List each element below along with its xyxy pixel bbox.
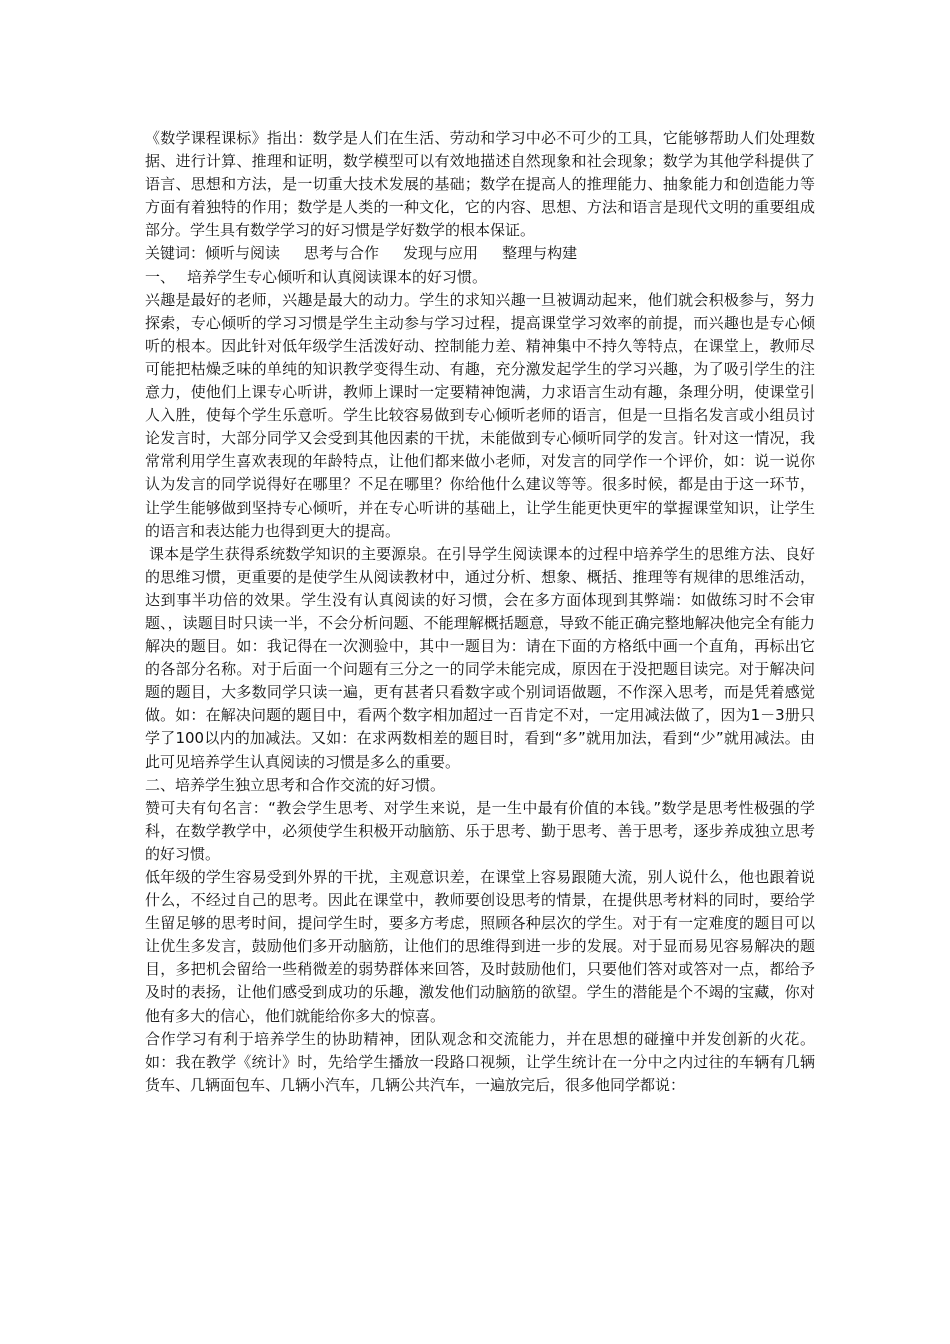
section-1-heading xyxy=(145,266,815,289)
section-1-paragraph-2: 课本是学生获得系统数学知识的主要源泉。在引导学生阅读课本的过程中培养学生的思维方法、良好的思维习惯，更重要的是使学生从阅读教材中，通过分析、想象、概括、推理等有规律的思维活动，达到事半功倍的效果。学生没有认真阅读的好习惯，会在多方面体现到其弊端：如做练习时不会审题、，读题目时只读一半，不会分析问题、不能理解概括题意，导致不能正确完整地解决他完全有能力解决的题目。如：我记得在一次测验中，其中一题目为：请在下面的方格纸中画一个直角，再标出它的各部分名称。对于后面一个问题有三分之一的同学未能完成，原因在于没把题目读完。对于解决问题的题目，大多数同学只读一遍，更有甚者只看数字或个别词语做题，不作深入思考，而是凭着感觉做。如：在解决问题的题目中，看两个数字相加超过一百肯定不对，一定用减法做了，因为1－3册只学了100以内的加减法。又如：在求两数相差的题目时，看到“多”就用加法，看到“少”就用减法。由此可见培养学生认真阅读的习惯是多么的重要。 xyxy=(145,544,815,771)
keywords-label: 关键词： xyxy=(145,244,206,263)
section-1-number: 一、 xyxy=(145,267,176,286)
keywords-line xyxy=(145,242,815,265)
intro-paragraph: 《数学课程课标》指出：数学是人们在生活、劳动和学习中必不可少的工具，它能够帮助人们处理数据、进行计算、推理和证明，数学模型可以有效地描述自然现象和社会现象；数学为其他学科提供了语言、思想和方法，是一切重大技术发展的基础；数学在提高人的推理能力、抽象能力和创造能力等方面有着独特的作用；数学是人类的一种文化，它的内容、思想、方法和语言是现代文明的重要组成部分。学生具有数学学习的好习惯是学好数学的根本保证。 xyxy=(145,129,815,240)
keyword-1: 倾听与阅读 xyxy=(205,244,281,263)
document-body xyxy=(145,127,815,1097)
keyword-2: 思考与合作 xyxy=(304,244,380,263)
section-2-heading: 二、培养学生独立思考和合作交流的好习惯。 xyxy=(145,775,446,794)
section-2-paragraph-3: 合作学习有利于培养学生的协助精神，团队观念和交流能力，并在思想的碰撞中并发创新的火花。如：我在教学《统计》时，先给学生播放一段路口视频，让学生统计在一分中之内过往的车辆有几辆货车、几辆面包车、几辆小汽车，几辆公共汽车，一遍放完后，很多他同学都说： xyxy=(145,1029,815,1094)
keyword-4: 整理与构建 xyxy=(502,244,578,263)
section-2-paragraph-1: 赞可夫有句名言：“教会学生思考、对学生来说，是一生中最有价值的本钱。”数学是思考性极强的学科，在数学教学中，必须使学生积极开动脑筋、乐于思考、勤于思考、善于思考，逐步养成独立思考的好习惯。 xyxy=(145,798,815,863)
section-2-paragraph-2: 低年级的学生容易受到外界的干扰，主观意识差，在课堂上容易跟随大流，别人说什么，他也跟着说什么，不经过自己的思考。因此在课堂中，教师要创设思考的情景，在提供思考材料的同时，要给学生留足够的思考时间，提问学生时，要多方考虑，照顾各种层次的学生。对于有一定难度的题目可以让优生多发言，鼓励他们多开动脑筋，让他们的思维得到进一步的发展。对于显而易见容易解决的题目，多把机会留给一些稍微差的弱势群体来回答，及时鼓励他们，只要他们答对或答对一点，都给予及时的表扬，让他们感受到成功的乐趣，激发他们动脑筋的欲望。学生的潜能是个不竭的宝藏，你对他有多大的信心，他们就能给你多大的惊喜。 xyxy=(145,868,815,1025)
keyword-3: 发现与应用 xyxy=(403,244,479,263)
section-1-title: 培养学生专心倾听和认真阅读课本的好习惯。 xyxy=(187,267,488,286)
section-1-paragraph-1: 兴趣是最好的老师，兴趣是最大的动力。学生的求知兴趣一旦被调动起来，他们就会积极参与，努力探索，专心倾听的学习习惯是学生主动参与学习过程，提高课堂学习效率的前提，而兴趣也是专心倾听的根本。因此针对低年级学生活泼好动、控制能力差、精神集中不持久等特点，在课堂上，教师尽可能把枯燥乏味的单纯的知识教学变得生动、有趣，充分激发起学生的学习兴趣，为了吸引学生的注意力，使他们上课专心听讲，教师上课时一定要精神饱满，力求语言生动有趣，条理分明，使课堂引人入胜，使每个学生乐意听。学生比较容易做到专心倾听老师的语言，但是一旦指名发言或小组员讨论发言时，大部分同学又会受到其他因素的干扰，未能做到专心倾听同学的发言。针对这一情况，我常常利用学生喜欢表现的年龄特点，让他们都来做小老师，对发言的同学作一个评价，如：说一说你认为发言的同学说得好在哪里？不足在哪里？你给他什么建议等等。很多时候，都是由于这一环节，让学生能够做到坚持专心倾听，并在专心听讲的基础上，让学生能更快更牢的掌握课堂知识，让学生的语言和表达能力也得到更大的提高。 xyxy=(145,290,815,540)
